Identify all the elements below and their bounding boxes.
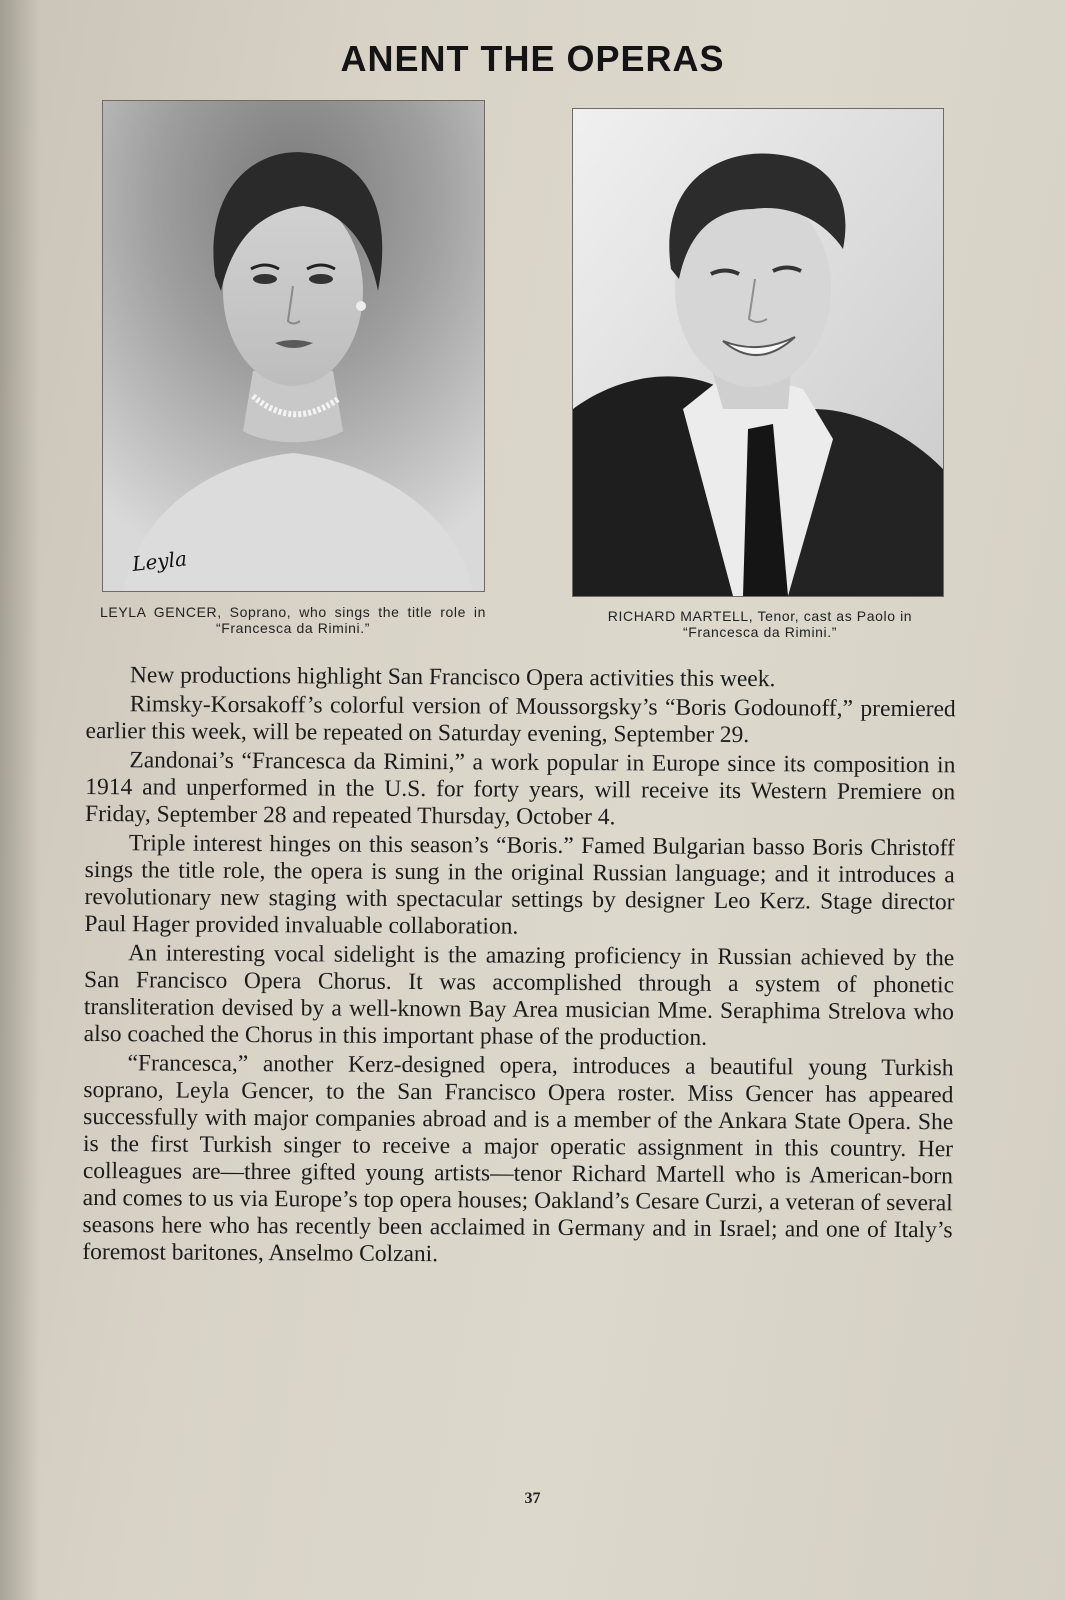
article-paragraph: Zandonai’s “Francesca da Rimini,” a work popular in Europe since its composition in 1914 and unperformed in the U.S. for forty years, will receive its Western Premiere on Friday, September 28 and repeated Thursday, October 4. [84,747,956,831]
page-number: 37 [524,1490,541,1507]
richard-martell-portrait [573,109,943,596]
leyla-gencer-portrait [103,101,484,591]
portrait-signature: Leyla [131,546,188,576]
article-body [82,662,956,1273]
article-paragraph: “Francesca,” another Kerz-designed opera, introduces a beautiful young Turkish soprano, Leyla Gencer, to the San Francisco Opera roster. Miss Gencer has appeared successfully with major companies abroad and is a member of the Ankara State Opera. She is the first Turkish singer to receive a major operatic assignment in this country. Her colleagues are—three gifted young artists—tenor Richard Martell who is American-born and comes to us via Europe’s top opera houses; Oakland’s Cesare Curzi, a veteran of several seasons here who has recently been acclaimed in Germany and in Israel; and one of Italy’s foremost baritones, Anselmo Colzani. [82,1050,954,1268]
caption-leyla-gencer: LEYLA GENCER, Soprano, who sings the title role in “Francesca da Rimini.” [100,604,486,636]
article-paragraph: New productions highlight San Francisco Opera activities this week. [129,662,776,693]
article-paragraph: Triple interest hinges on this season’s “Boris.” Famed Bulgarian basso Boris Christoff sings the title role, the opera is sung in the original Russian language; and it introduces a revolutionary new staging with spectacular settings by designer Leo Kerz. Stage director Paul Hager provided invaluable collaboration. [84,830,955,940]
article-paragraph: Rimsky-Korsakoff’s colorful version of Moussorgsky’s “Boris Godounoff,” premiered earlier this week, will be repeated on Saturday evening, September 29. [85,691,956,749]
caption-richard-martell: RICHARD MARTELL, Tenor, cast as Paolo in “Francesca da Rimini.” [607,608,913,640]
page-shadow [0,0,40,1600]
page-title: ANENT THE OPERAS [340,38,725,79]
article-paragraph: An interesting vocal sidelight is the amazing proficiency in Russian achieved by the San Francisco Opera Chorus. It was accomplished through a system of phonetic transliteration devised by a well-known Bay Area musician Mme. Seraphima Strelova who also coached the Chorus in this important phase of the production. [83,940,955,1051]
